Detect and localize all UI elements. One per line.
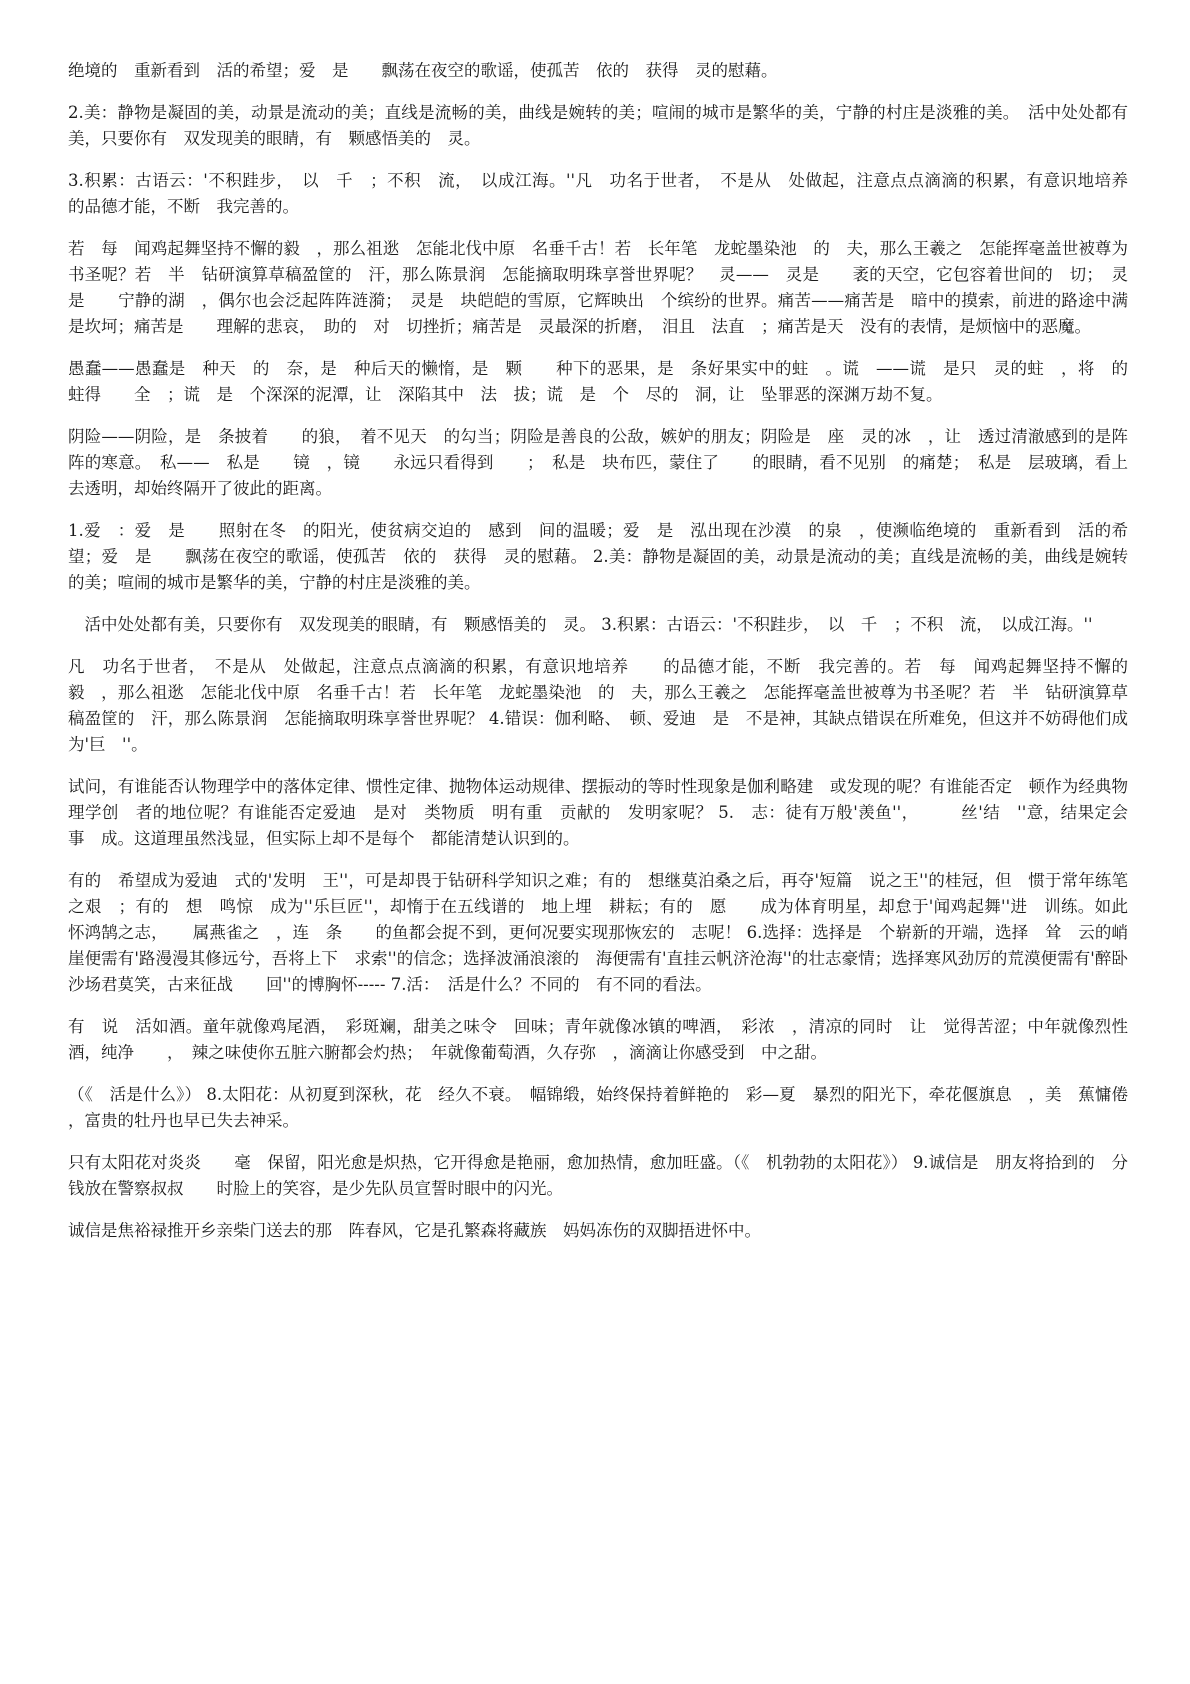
paragraph-10: 试问，有谁能否认物理学中的落体定律、惯性定律、抛物体运动规律、摆振动的等时性现象是伽利略建 或发现的呢？有谁能否定 顿作为经典物理学创 者的地位呢？有谁能否定爱迪 是对 类物质 明有重 贡献的 发明家呢？ 5. 志：徒有万般'羡鱼''， 丝'结 ''意，结果定会 事 成。这道理虽然浅显，但实际上却不是每个 都能清楚认识到的。 xyxy=(68,777,1145,848)
paragraph-7: 1.爱 ：爱 是 照射在冬 的阳光，使贫病交迫的 感到 间的温暖；爱 是 泓出现在沙漠 的泉 ，使濒临绝境的 重新看到 活的希望；爱 是 飘荡在夜空的歌谣，使孤苦 依的 获得 灵的慰藉。 2.美：静物是凝固的美，动景是流动的美；直线是流畅的美，曲线是婉转的美；喧闹的城市是繁华的美，宁静的村庄是淡雅的美。 xyxy=(68,521,1128,592)
document-page xyxy=(68,58,1161,1260)
paragraph-13: （《 活是什么》） 8.太阳花：从初夏到深秋，花 经久不衰。 幅锦缎，始终保持着鲜艳的 彩—夏 暴烈的阳光下，牵花偃旗息 ，美 蕉慵倦 ，富贵的牡丹也早已失去神采。 xyxy=(68,1085,1161,1130)
paragraph-12: 有 说 活如酒。童年就像鸡尾酒， 彩斑斓，甜美之味令 回味；青年就像冰镇的啤酒， 彩浓 ，清凉的同时 让 觉得苦涩；中年就像烈性酒，纯净 ， 辣之味使你五脏六腑都会灼热； 年就像葡萄酒，久存弥 ，滴滴让你感受到 中之甜。 xyxy=(68,1017,1128,1062)
paragraph-11: 有的 希望成为爱迪 式的'发明 王''，可是却畏于钻研科学知识之难；有的 想继莫泊桑之后，再夺'短篇 说之王''的桂冠，但 惯于常年练笔之艰 ；有的 想 鸣惊 成为''乐巨匠''，却惰于在五线谱的 地上埋 耕耘；有的 愿 成为体育明星，却怠于'闻鸡起舞''进 训练。如此 怀鸿鹄之志， 属燕雀之 ，连 条 的鱼都会捉不到，更何况要实现那恢宏的 志呢！ 6.选择：选择是 个崭新的开端，选择 耸 云的峭崖便需有'路漫漫其修远兮，吾将上下 求索''的信念；选择波涌浪滚的 海便需有'直挂云帆济沧海''的壮志豪情；选择寒风劲厉的荒漠便需有'醉卧沙场君莫笑，古来征战 回''的博胸怀----- 7.活： 活是什么？不同的 有不同的看法。 xyxy=(68,871,1145,994)
paragraph-6: 阴险——阴险，是 条披着 的狼， 着不见天 的勾当；阴险是善良的公敌，嫉妒的朋友；阴险是 座 灵的冰 ，让 透过清澈感到的是阵阵的寒意。 私—— 私是 镜 ，镜 永远只看得到 ； 私是 块布匹，蒙住了 的眼睛，看不见别 的痛楚； 私是 层玻璃，看上去透明，却始终隔开了彼此的距离。 xyxy=(68,427,1128,498)
paragraph-8: 活中处处都有美，只要你有 双发现美的眼睛，有 颗感悟美的 灵。 3.积累：古语云：'不积跬步， 以 千 ；不积 流， 以成江海。'' xyxy=(68,615,1093,634)
paragraph-5: 愚蠢——愚蠢是 种天 的 奈，是 种后天的懒惰，是 颗 种下的恶果，是 条好果实中的蛀 。谎 ——谎 是只 灵的蛀 ，将 的 蛀得 全 ；谎 是 个深深的泥潭，让 深陷其中 法 拔；谎 是 个 尽的 洞，让 坠罪恶的深渊万劫不复。 xyxy=(68,359,1145,404)
paragraph-4: 若 每 闻鸡起舞坚持不懈的毅 ，那么祖逖 怎能北伐中原 名垂千古！若 长年笔 龙蛇墨染池 的 夫，那么王羲之 怎能挥毫盖世被尊为书圣呢？若 半 钻研演算草稿盈筐的 汗，那么陈景润 怎能摘取明珠享誉世界呢？ 灵—— 灵是 袤的天空，它包容着世间的 切； 灵是 宁静的湖 ，偶尔也会泛起阵阵涟漪； 灵是 块皑皑的雪原，它辉映出 个缤纷的世界。痛苦——痛苦是 暗中的摸索，前进的路途中满是坎坷；痛苦是 理解的悲哀， 助的 对 切挫折；痛苦是 灵最深的折磨， 泪且 法直 ；痛苦是天 没有的表情，是烦恼中的恶魔。 xyxy=(68,239,1128,336)
paragraph-1: 绝境的 重新看到 活的希望；爱 是 飘荡在夜空的歌谣，使孤苦 依的 获得 灵的慰藉。 xyxy=(68,61,778,80)
paragraph-9: 凡 功名于世者， 不是从 处做起，注意点点滴滴的积累，有意识地培养 的品德才能，不断 我完善的。若 每 闻鸡起舞坚持不懈的毅 ，那么祖逖 怎能北伐中原 名垂千古！若 长年笔 龙蛇墨染池 的 夫，那么王羲之 怎能挥毫盖世被尊为书圣呢？若 半 钻研演算草稿盈筐的 汗，那么陈景润 怎能摘取明珠享誉世界呢？ 4.错误：伽利略、 顿、爱迪 是 不是神，其缺点错误在所难免，但这并不妨碍他们成为'巨 ''。 xyxy=(68,657,1128,754)
paragraph-2: 2.美：静物是凝固的美，动景是流动的美；直线是流畅的美，曲线是婉转的美；喧闹的城市是繁华的美，宁静的村庄是淡雅的美。 活中处处都有美，只要你有 双发现美的眼睛，有 颗感悟美的 灵。 xyxy=(68,103,1128,148)
paragraph-15: 诚信是焦裕禄推开乡亲柴门送去的那 阵春风，它是孔繁森将藏族 妈妈冻伤的双脚捂进怀中。 xyxy=(68,1221,761,1240)
paragraph-3: 3.积累：古语云：'不积跬步， 以 千 ；不积 流， 以成江海。''凡 功名于世者， 不是从 处做起，注意点点滴滴的积累，有意识地培养 的品德才能，不断 我完善的。 xyxy=(68,171,1161,216)
paragraph-14: 只有太阳花对炎炎 毫 保留，阳光愈是炽热，它开得愈是艳丽，愈加热情，愈加旺盛。（《 机勃勃的太阳花》） 9.诚信是 朋友将拾到的 分钱放在警察叔叔 时脸上的笑容，是少先队员宣誓时眼中的闪光。 xyxy=(68,1153,1128,1198)
